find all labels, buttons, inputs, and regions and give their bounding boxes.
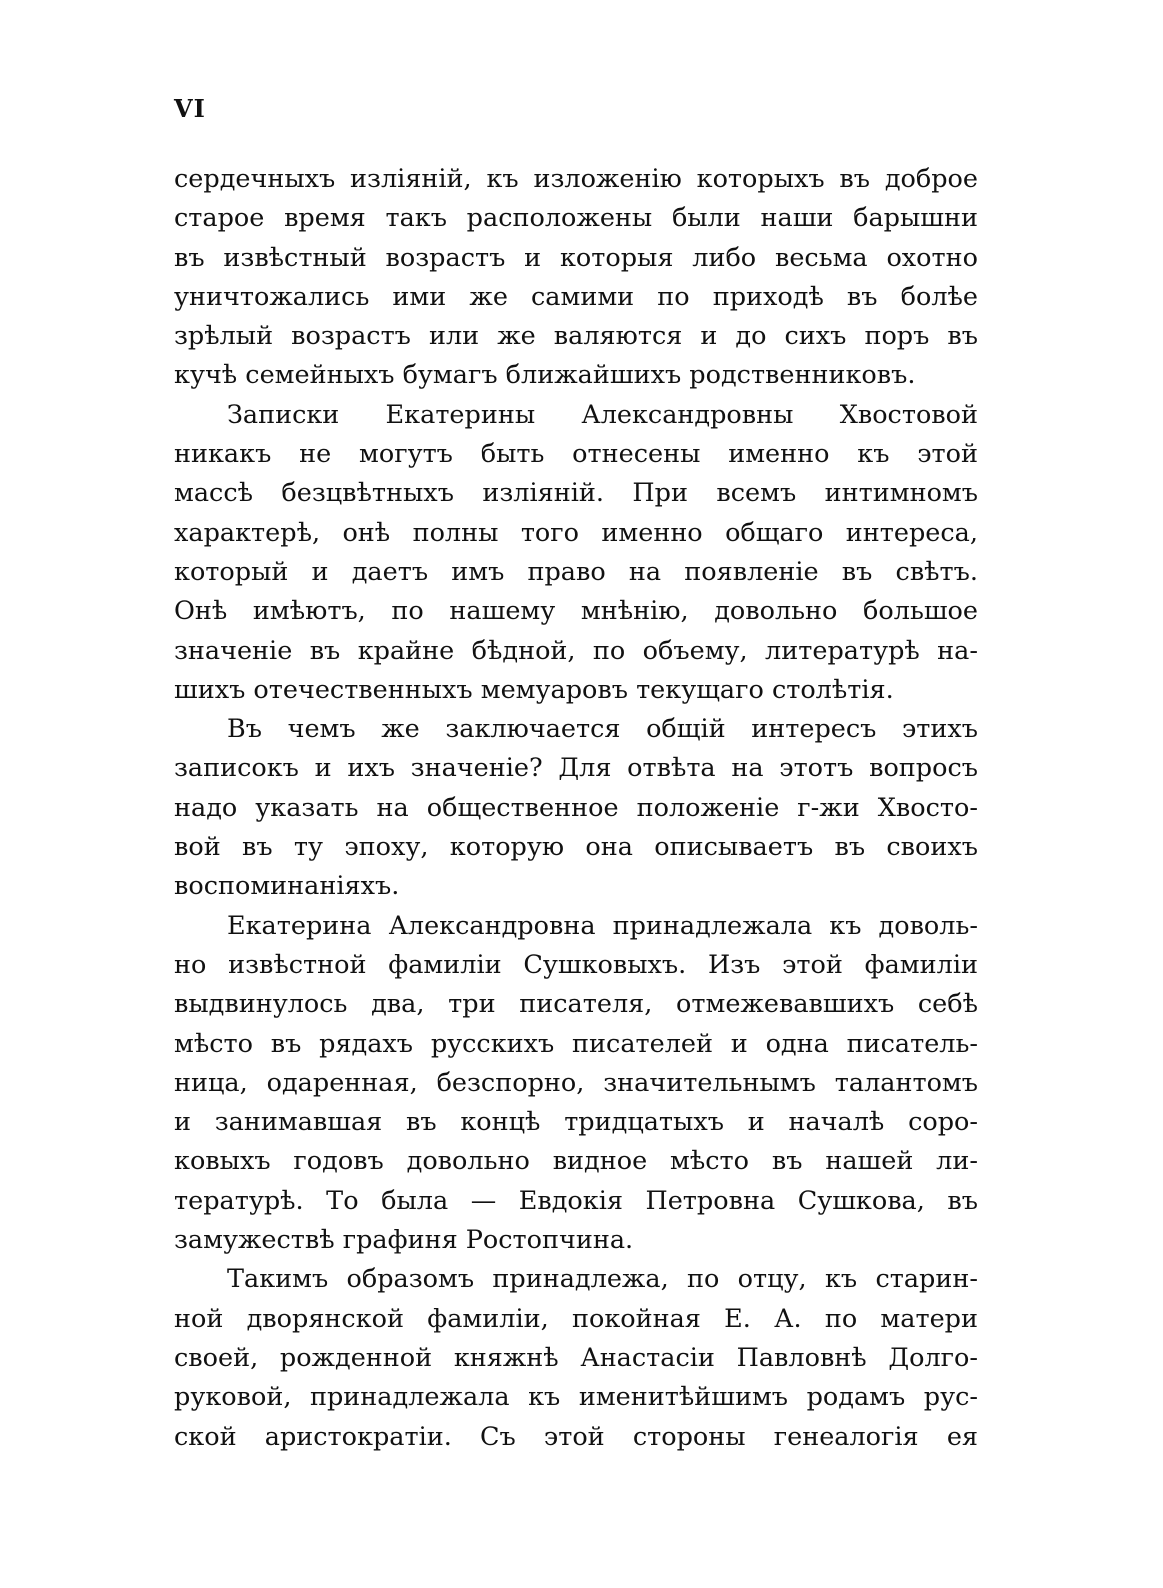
text-line: ница, одаренная, безспорно, значительнымъ талантомъ [174,1067,978,1098]
text-line: который и даетъ имъ право на появленіе въ свѣтъ. [174,556,978,587]
text-line: руковой, принадлежала къ именитѣйшимъ родамъ рус- [174,1382,978,1413]
text-line: и занимавшая въ концѣ тридцатыхъ и началѣ соро- [174,1107,978,1138]
text-line: значеніе въ крайне бѣдной, по объему, литературѣ на- [174,635,978,666]
paragraph-4 [174,907,978,1261]
text-line: никакъ не могутъ быть отнесены именно къ этой [174,439,978,470]
text-line: Онѣ имѣютъ, по нашему мнѣнію, довольно большое [174,596,978,627]
text-line: сердечныхъ изліяній, къ изложенію которыхъ въ доброе [174,164,978,194]
text-line: Въ чемъ же заключается общій интересъ этихъ [227,714,978,745]
text-line: мѣсто въ рядахъ русскихъ писателей и одна писатель- [174,1028,978,1059]
text-line: въ извѣстный возрастъ и которыя либо весьма охотно [174,242,978,273]
paragraph-1 [174,160,978,396]
body-text [174,160,978,1457]
text-line: ковыхъ годовъ довольно видное мѣсто въ нашей ли- [174,1146,978,1177]
text-line: вой въ ту эпоху, которую она описываетъ въ своихъ [174,832,978,863]
text-line: Записки Екатерины Александровны Хвостовой [227,399,978,430]
text-line: замужествѣ графиня Ростопчина. [174,1225,634,1256]
text-line: зрѣлый возрастъ или же валяются и до сихъ поръ въ [174,321,978,352]
text-line: ской аристократіи. Съ этой стороны генеалогія ея [174,1421,978,1452]
paragraph-5 [174,1260,978,1456]
text-line: характерѣ, онѣ полны того именно общаго интереса, [174,517,978,548]
text-line: своей, рожденной княжнѣ Анастасіи Павловнѣ Долго- [174,1342,978,1373]
text-line: Такимъ образомъ принадлежа, по отцу, къ старин- [227,1264,978,1295]
paragraph-2 [174,396,978,710]
text-line: надо указать на общественное положеніе г-жи Хвосто- [174,792,978,823]
text-line: шихъ отечественныхъ мемуаровъ текущаго столѣтія. [174,674,894,705]
text-line: кучѣ семейныхъ бумагъ ближайшихъ родственниковъ. [174,360,916,391]
text-line: массѣ безцвѣтныхъ изліяній. При всемъ интимномъ [174,478,978,509]
text-line: уничтожались ими же самими по приходѣ въ болѣе [174,281,978,312]
text-line: но извѣстной фамиліи Сушковыхъ. Изъ этой фамиліи [174,949,978,980]
text-line: записокъ и ихъ значеніе? Для отвѣта на этотъ вопросъ [174,753,978,784]
text-line: тературѣ. То была — Евдокія Петровна Сушкова, въ [174,1185,978,1216]
text-line: выдвинулось два, три писателя, отмежевавшихъ себѣ [174,989,978,1020]
text-line: Екатерина Александровна принадлежала къ доволь- [227,910,978,941]
paragraph-3 [174,710,978,906]
page-number: VI [174,94,206,123]
text-line: воспоминаніяхъ. [174,871,400,902]
text-line: старое время такъ расположены были наши барышни [174,203,978,234]
text-line: ной дворянской фамиліи, покойная Е. А. по матери [174,1303,978,1334]
